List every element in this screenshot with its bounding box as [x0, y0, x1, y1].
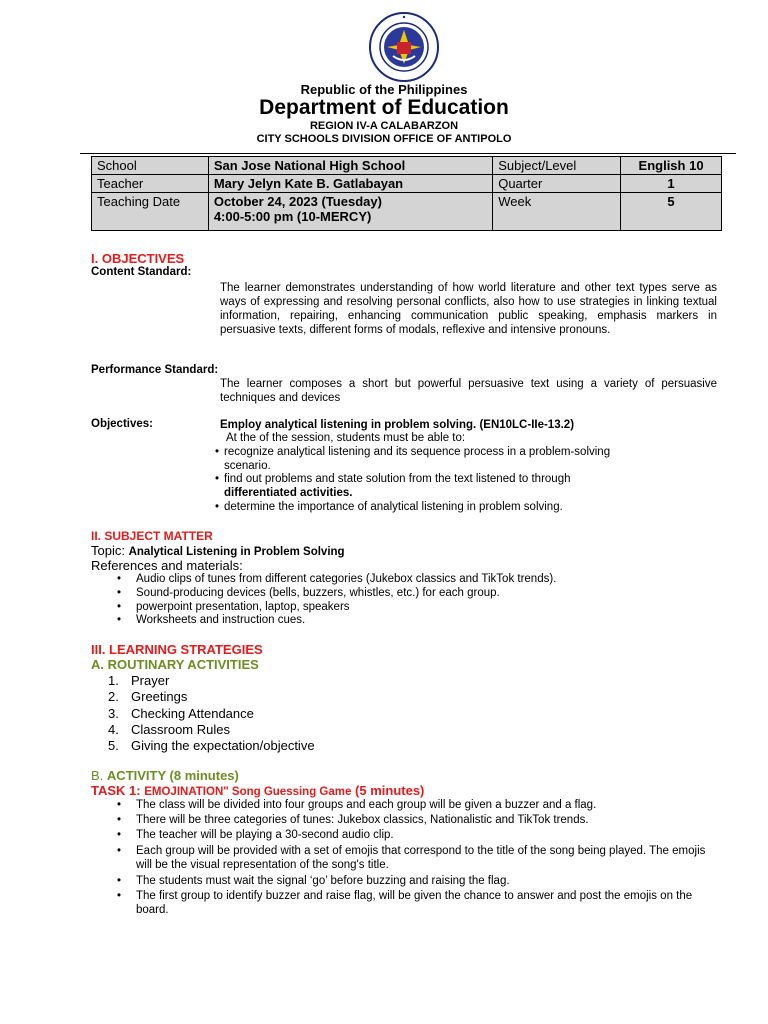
- strategies-heading: III. LEARNING STRATEGIES: [91, 642, 263, 657]
- objectives-heading: I. OBJECTIVES: [91, 251, 185, 266]
- list-item: • powerpoint presentation, laptop, speakers: [117, 601, 350, 613]
- references-label: References and materials:: [91, 558, 243, 573]
- list-item: 1. Prayer: [108, 673, 170, 688]
- activity-heading: [91, 768, 239, 783]
- task-prefix: TASK 1:: [91, 783, 141, 798]
- republic-title: Republic of the Philippines: [300, 82, 468, 97]
- bullet-icon: •: [215, 501, 220, 513]
- list-item: • Each group will be provided with a set of emojis that correspond to the title of the song being played. The emojis will be the visual representation of the song's title.: [117, 845, 706, 871]
- list-item: • Audio clips of tunes from different categories (Jukebox classics and TikTok trends).: [117, 573, 557, 585]
- bullet-icon: •: [215, 446, 220, 458]
- list-item: 4. Classroom Rules: [108, 722, 230, 737]
- list-item: 5. Giving the expectation/objective: [108, 738, 315, 753]
- performance-standard-text: The learner composes a short but powerful persuasive text using a variety of persuasive techniques and devices: [220, 378, 717, 404]
- subject-label: Subject/Level: [493, 157, 621, 175]
- list-item: • Worksheets and instruction cues.: [117, 614, 306, 626]
- bullet-icon: •: [117, 587, 122, 599]
- activity-title: ACTIVITY (8 minutes): [106, 768, 239, 783]
- content-standard-text: The learner demonstrates understanding of how world literature and other text types serve as ways of expressing and resolving personal conflicts, also how to use strategies in linking textual information, repairing, enhancing communication public speaking, emphasis markers in persuasive texts, different forms of modals, reflexive and intensive pronouns.: [220, 282, 717, 336]
- list-item: 3. Checking Attendance: [108, 706, 254, 721]
- bullet-icon: •: [117, 875, 122, 887]
- list-item: 2. Greetings: [108, 689, 188, 704]
- performance-standard-label: Performance Standard:: [91, 364, 219, 376]
- region-title: REGION IV-A CALABARZON: [309, 120, 459, 132]
- list-item: • determine the importance of analytical listening in problem solving.: [215, 501, 563, 513]
- week-label: Week: [493, 193, 621, 231]
- bullet-icon: •: [117, 845, 122, 857]
- school-label: School: [92, 157, 209, 175]
- list-item: • recognize analytical listening and its sequence process in a problem-solving: [215, 446, 611, 458]
- bullet-icon: •: [117, 601, 122, 613]
- quarter-label: Quarter: [493, 175, 621, 193]
- bullet-icon: •: [117, 814, 122, 826]
- header-divider: [80, 153, 736, 154]
- week-value: 5: [621, 193, 722, 231]
- task-name: EMOJINATION" Song Guessing Game: [144, 786, 352, 798]
- objectives-intro: At the of the session, students must be able to:: [226, 432, 466, 444]
- list-item: • The students must wait the signal ‘go’ before buzzing and raising the flag.: [117, 875, 510, 887]
- list-item: • The teacher will be playing a 30-second audio clip.: [117, 829, 394, 841]
- date-value-line1: October 24, 2023 (Tuesday): [213, 194, 382, 209]
- date-label: Teaching Date: [92, 193, 209, 231]
- bullet-icon: •: [215, 473, 220, 485]
- division-title: CITY SCHOOLS DIVISION OFFICE OF ANTIPOLO: [256, 133, 512, 145]
- deped-seal-icon: [369, 12, 439, 82]
- quarter-value: 1: [621, 175, 722, 193]
- bullet-icon: •: [117, 799, 122, 811]
- content-standard-label: Content Standard:: [91, 266, 192, 278]
- teacher-value: Mary Jelyn Kate B. Gatlabayan: [208, 175, 492, 193]
- activity-letter: B.: [91, 768, 104, 783]
- bullet-icon: •: [117, 573, 122, 585]
- date-value-line2: 4:00-5:00 pm (10-MERCY): [213, 209, 372, 224]
- list-item: • There will be three categories of tunes: Jukebox classics, Nationalistic and TikTok trends.: [117, 814, 589, 826]
- task-time: (5 minutes): [355, 783, 425, 798]
- task-heading: [91, 783, 424, 798]
- list-item: • Sound-producing devices (bells, buzzers, whistles, etc.) for each group.: [117, 587, 500, 599]
- subject-value: English 10: [621, 157, 722, 175]
- table-row: [92, 193, 722, 231]
- bullet-icon: •: [117, 614, 122, 626]
- subject-matter-heading: II. SUBJECT MATTER: [91, 529, 213, 543]
- routinary-heading: A. ROUTINARY ACTIVITIES: [91, 657, 259, 672]
- list-item: • The class will be divided into four groups and each group will be given a buzzer and a flag.: [117, 799, 597, 811]
- list-item: • The first group to identify buzzer and raise flag, will be given the chance to answer and post the emojis on the board.: [117, 890, 693, 916]
- topic-label: Topic:: [91, 543, 125, 558]
- lesson-info-table: [91, 156, 722, 231]
- objectives-title: Employ analytical listening in problem solving. (EN10LC-IIe-13.2): [220, 419, 575, 431]
- objectives-label: Objectives:: [91, 418, 153, 430]
- topic-line: [91, 543, 345, 558]
- table-row: [92, 157, 722, 175]
- table-row: [92, 175, 722, 193]
- list-item-continuation: scenario.: [224, 460, 271, 472]
- list-item: • find out problems and state solution from the text listened to through: [215, 473, 571, 485]
- topic-value: Analytical Listening in Problem Solving: [128, 546, 345, 558]
- teacher-label: Teacher: [92, 175, 209, 193]
- department-title: Department of Education: [259, 96, 509, 119]
- bullet-icon: •: [117, 829, 122, 841]
- bullet-icon: •: [117, 890, 122, 902]
- school-value: San Jose National High School: [208, 157, 492, 175]
- list-item-continuation: differentiated activities.: [224, 487, 353, 499]
- date-value: [208, 193, 492, 231]
